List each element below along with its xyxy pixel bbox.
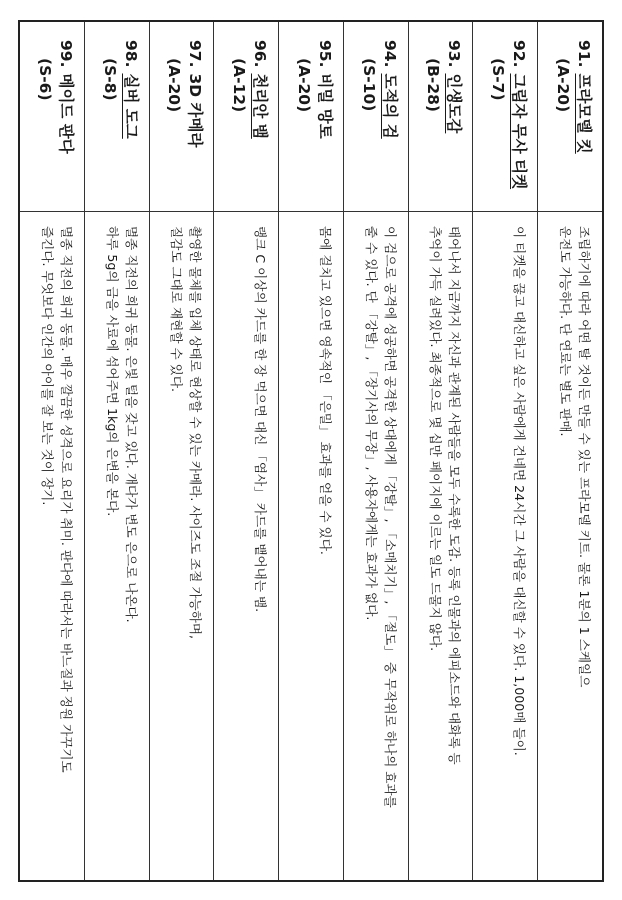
card-name-cell bbox=[150, 22, 214, 212]
card-code: (A-12) bbox=[230, 58, 249, 113]
card-name: 비밀 망토 bbox=[315, 73, 334, 139]
card-name-cell bbox=[20, 22, 84, 212]
card-code: (S-7) bbox=[489, 58, 508, 101]
card-description: 멸종 직전의 희귀 동물. 은빛 털을 갖고 있다. 개다가 변도 은으로 나온다. 하루 5g의 금을 사료에 섞어주면 1kg의 은변을 본다. bbox=[104, 226, 139, 623]
card-number: 93. bbox=[445, 40, 464, 68]
card-number: 95. bbox=[315, 40, 334, 68]
card-name: 도적의 검 bbox=[380, 73, 399, 139]
card-name-cell bbox=[85, 22, 149, 212]
table-row bbox=[213, 22, 278, 880]
card-description: 촬영한 물체를 입체 상태로 현상할 수 있는 카메라. 사이즈도 조절 가능하며, 질감도 그대로 재현할 수 있다. bbox=[169, 226, 204, 640]
card-name-cell bbox=[473, 22, 537, 212]
card-name: 천리안 뱀 bbox=[251, 73, 270, 139]
card-number: 92. bbox=[510, 40, 529, 68]
table-row bbox=[408, 22, 473, 880]
card-code: (S-10) bbox=[359, 58, 378, 112]
card-number: 94. bbox=[380, 40, 399, 68]
card-name: 프라모델 킷 bbox=[575, 73, 593, 154]
card-number: 91. bbox=[575, 40, 593, 68]
card-name: 메이드 판다 bbox=[56, 73, 75, 154]
table-row bbox=[149, 22, 214, 880]
card-description: 태어나서 지금까지 자신과 관계된 사람들을 모두 수록한 도감. 등록 인물과의 에피소드와 대화록 등 추억이 가득 실려있다. 최종적으로 몇 십만 페이지에 이르는 일도 드물지 않다. bbox=[428, 226, 463, 765]
card-code: (S-6) bbox=[35, 58, 54, 101]
table-row bbox=[343, 22, 408, 880]
card-name: 실버 도그 bbox=[121, 73, 140, 139]
card-code: (B-28) bbox=[424, 58, 443, 112]
card-table bbox=[18, 20, 604, 882]
table-row bbox=[278, 22, 343, 880]
card-name-cell bbox=[409, 22, 473, 212]
card-name: 인생도감 bbox=[445, 73, 464, 134]
card-name: 그림자 무사 티켓 bbox=[510, 73, 529, 190]
card-name-cell bbox=[538, 22, 602, 212]
table-row bbox=[20, 22, 84, 880]
card-name-cell bbox=[344, 22, 408, 212]
card-description: 멸종 직전의 희귀 동물. 매우 깔끔한 성격으로 요리가 취미. 판다에 따라서는 바느질과 정원 가꾸기도 즐긴다. 무엇보다 인간의 아이를 잘 보는 것이 장기. bbox=[39, 226, 74, 773]
table-row bbox=[472, 22, 537, 880]
card-number: 99. bbox=[56, 40, 75, 68]
card-code: (A-20) bbox=[554, 58, 572, 113]
card-number: 97. bbox=[186, 40, 205, 68]
card-code: (A-20) bbox=[165, 58, 184, 113]
card-number: 98. bbox=[121, 40, 140, 68]
card-description: 랭크 C 이상의 카드를 한 장 먹으면 대신 「염사」 카드를 뱉어내는 뱀. bbox=[253, 226, 269, 613]
card-description: 조립하기에 따라 어떤 탈 것이든 만들 수 있는 프라모델 키트. 물론 1분의 1 스케일으 운전도 가능하다. 단 연료는 별도 판매. bbox=[558, 226, 592, 688]
card-description: 이 검으로 공격에 성공하면 공격한 상대에게 「강탈」, 「소매치기」, 「절도」 중 무작위로 하나의 효과를 줄 수 있다. 단 「강탈」, 「장기사의 무장」, 사용자에게는 효과가 없다. bbox=[363, 226, 398, 808]
card-number: 96. bbox=[251, 40, 270, 68]
table-row bbox=[84, 22, 149, 880]
card-name-cell bbox=[214, 22, 278, 212]
card-name-cell bbox=[279, 22, 343, 212]
card-code: (A-20) bbox=[294, 58, 313, 113]
card-code: (S-8) bbox=[100, 58, 119, 101]
table-row bbox=[537, 22, 602, 880]
card-name: 3D 카메라 bbox=[186, 73, 205, 148]
card-description: 몸에 걸치고 있으면 영속적인 「은밀」 효과를 얻을 수 있다. bbox=[317, 226, 333, 555]
card-description: 이 티켓을 끊고 대신하고 싶은 사람에게 건네면 24시간 그 사람을 대신할 수 있다. 1,000매 들이. bbox=[512, 226, 528, 756]
